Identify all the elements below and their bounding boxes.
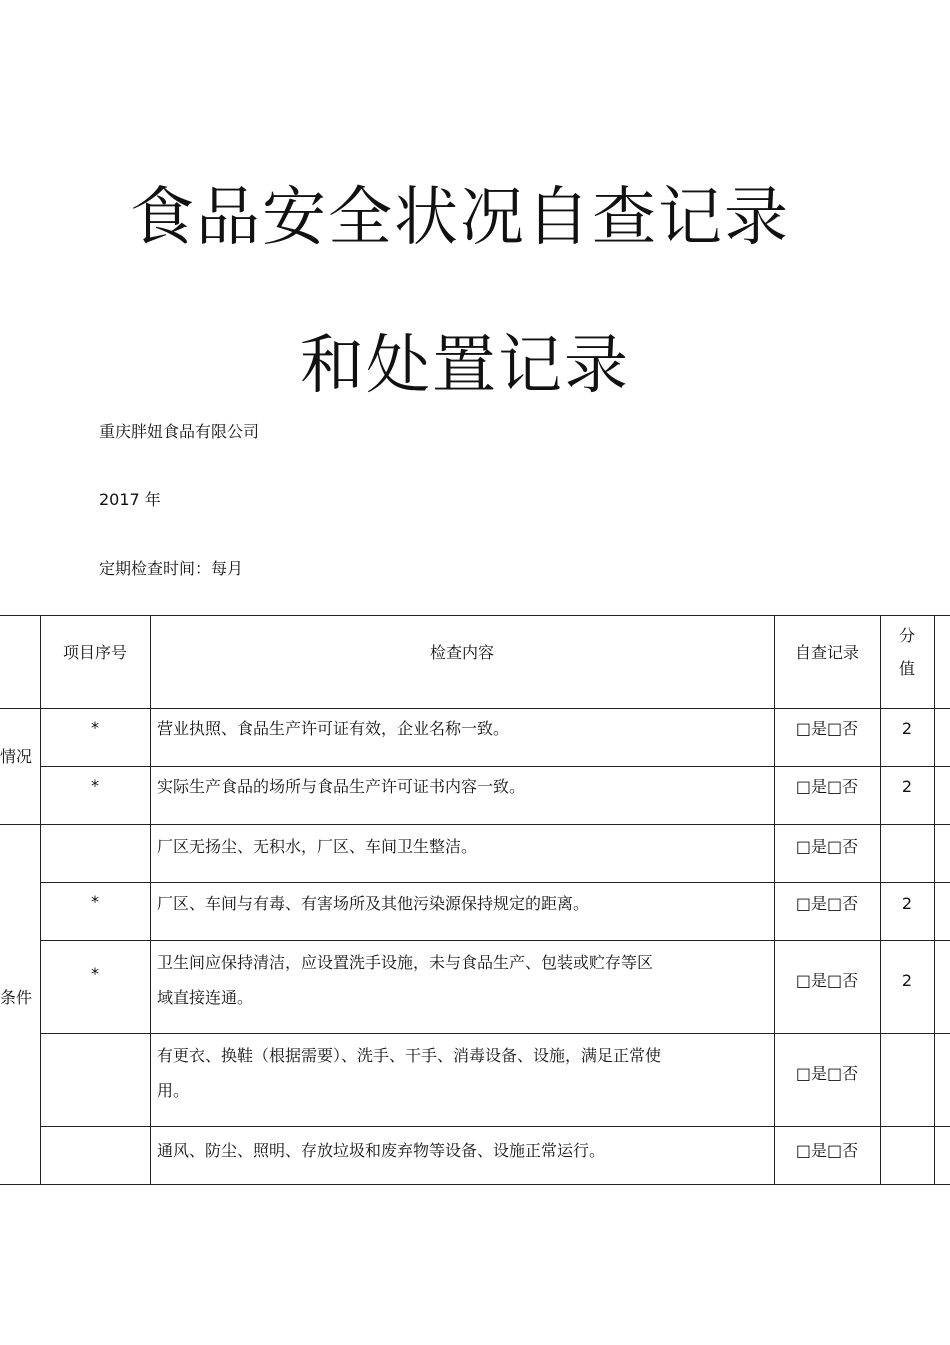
row-mark: * xyxy=(91,964,99,983)
row-content-line2: 用。 xyxy=(157,1081,190,1100)
row-mark: * xyxy=(91,718,99,737)
section-label-qingkuang: 情况 xyxy=(0,747,33,766)
year: 2017 年 xyxy=(99,490,161,509)
document-subtitle: 和处置记录 xyxy=(300,329,630,403)
row-record[interactable]: □是□否 xyxy=(795,837,859,856)
row-mark: * xyxy=(91,776,99,795)
grid-line xyxy=(40,1126,950,1127)
row-content-line2: 域直接连通。 xyxy=(157,988,254,1007)
section-label-tiaojian: 条件 xyxy=(0,988,33,1007)
row-score: 2 xyxy=(901,777,913,796)
row-content: 实际生产食品的场所与食品生产许可证书内容一致。 xyxy=(157,777,526,796)
grid-line xyxy=(150,615,151,1185)
row-content-line1: 卫生间应保持清洁，应设置洗手设施，未与食品生产、包装或贮存等区 xyxy=(157,953,654,972)
row-content: 厂区、车间与有毒、有害场所及其他污染源保持规定的距离。 xyxy=(157,894,590,913)
grid-line xyxy=(40,766,950,767)
header-score-line2: 值 xyxy=(898,659,915,678)
grid-line xyxy=(0,1184,950,1185)
row-score: 2 xyxy=(901,894,913,913)
row-record[interactable]: □是□否 xyxy=(795,1064,859,1083)
header-content: 检查内容 xyxy=(429,643,494,662)
grid-line xyxy=(0,824,950,825)
grid-line xyxy=(40,940,950,941)
grid-line xyxy=(0,708,950,709)
row-mark: * xyxy=(91,892,99,911)
row-record[interactable]: □是□否 xyxy=(795,1141,859,1160)
company-name: 重庆胖妞食品有限公司 xyxy=(99,422,260,441)
check-period: 定期检查时间：每月 xyxy=(99,559,244,578)
grid-line xyxy=(934,615,935,1185)
header-record: 自查记录 xyxy=(794,643,859,662)
row-record[interactable]: □是□否 xyxy=(795,777,859,796)
document-title: 食品安全状况自查记录 xyxy=(130,181,790,255)
row-score: 2 xyxy=(901,719,913,738)
row-content-line1: 有更衣、换鞋（根据需要）、洗手、干手、消毒设备、设施，满足正常使 xyxy=(157,1046,662,1065)
row-content: 厂区无扬尘、无积水，厂区、车间卫生整洁。 xyxy=(157,837,478,856)
row-record[interactable]: □是□否 xyxy=(795,971,859,990)
header-score-line1: 分 xyxy=(898,626,915,645)
grid-line xyxy=(40,1033,950,1034)
row-content: 营业执照、食品生产许可证有效，企业名称一致。 xyxy=(157,719,510,738)
grid-line xyxy=(0,615,950,616)
grid-line xyxy=(40,882,950,883)
header-item-no: 项目序号 xyxy=(62,643,127,662)
row-record[interactable]: □是□否 xyxy=(795,894,859,913)
row-record[interactable]: □是□否 xyxy=(795,719,859,738)
row-score: 2 xyxy=(901,971,913,990)
row-content: 通风、防尘、照明、存放垃圾和废弃物等设备、设施正常运行。 xyxy=(157,1141,606,1160)
